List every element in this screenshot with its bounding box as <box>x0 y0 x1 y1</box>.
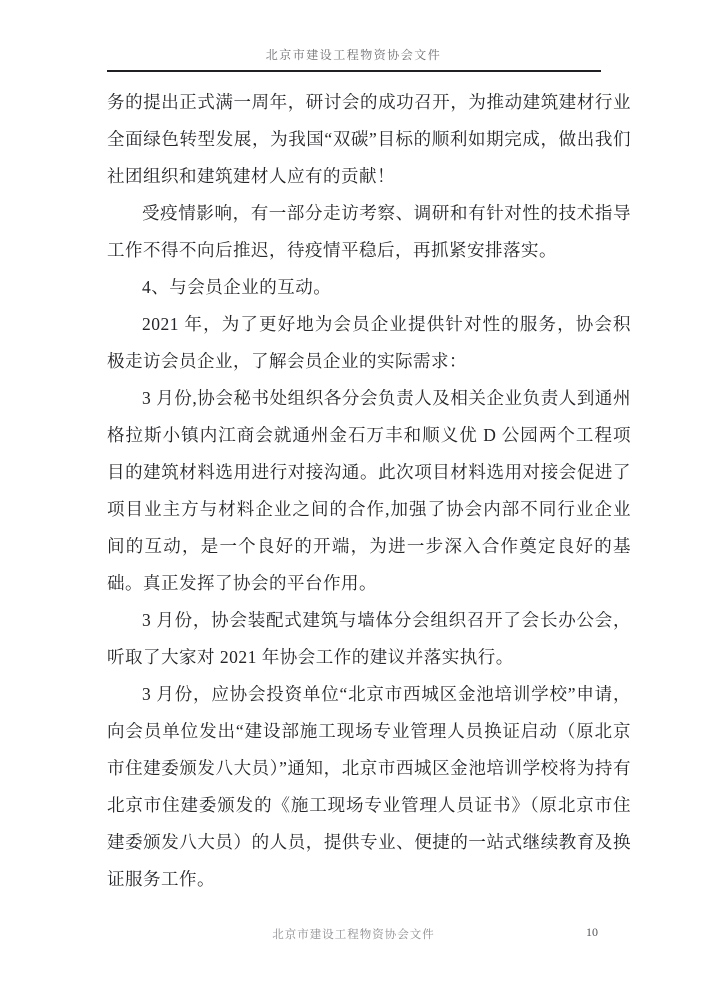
body-paragraph: 4、与会员企业的互动。 <box>142 277 332 297</box>
document-body <box>107 84 631 898</box>
page-number: 10 <box>586 925 598 939</box>
body-paragraph: 务的提出正式满一周年，研讨会的成功召开，为推动建筑建材行业全面绿色转型发展，为我国“双碳”目标的顺利如期完成，做出我们社团组织和建筑建材人应有的贡献！ <box>107 92 631 186</box>
footer-title: 北京市建设工程物资协会文件 <box>272 929 435 941</box>
body-paragraph: 2021 年，为了更好地为会员企业提供针对性的服务，协会积极走访会员企业，了解会员企业的实际需求： <box>107 314 631 371</box>
body-paragraph: 3 月份，应协会投资单位“北京市西城区金池培训学校”申请，向会员单位发出“建设部施工现场专业管理人员换证启动（原北京市住建委颁发八大员）”通知，北京市西城区金池培训学校将为持有北京市住建委颁发的《施工现场专业管理人员证书》（原北京市住建委颁发八大员）的人员，提供专业、便捷的一站式继续教育及换证服务工作。 <box>107 684 631 889</box>
body-paragraph: 3 月份，协会装配式建筑与墙体分会组织召开了会长办公会，听取了大家对 2021 年协会工作的建议并落实执行。 <box>107 610 631 667</box>
body-paragraph: 3 月份,协会秘书处组织各分会负责人及相关企业负责人到通州格拉斯小镇内江商会就通州金石万丰和顺义优 D 公园两个工程项目的建筑材料选用进行对接沟通。此次项目材料选用对接会促进了项目业主方与材料企业之间的合作,加强了协会内部不同行业企业间的互动，是一个良好的开端，为进一步深入合作奠定良好的基础。真正发挥了协会的平台作用。 <box>107 388 631 593</box>
header-rule <box>107 70 601 72</box>
body-paragraph: 受疫情影响，有一部分走访考察、调研和有针对性的技术指导工作不得不向后推迟，待疫情平稳后，再抓紧安排落实。 <box>107 203 631 260</box>
header-title: 北京市建设工程物资协会文件 <box>265 48 442 62</box>
